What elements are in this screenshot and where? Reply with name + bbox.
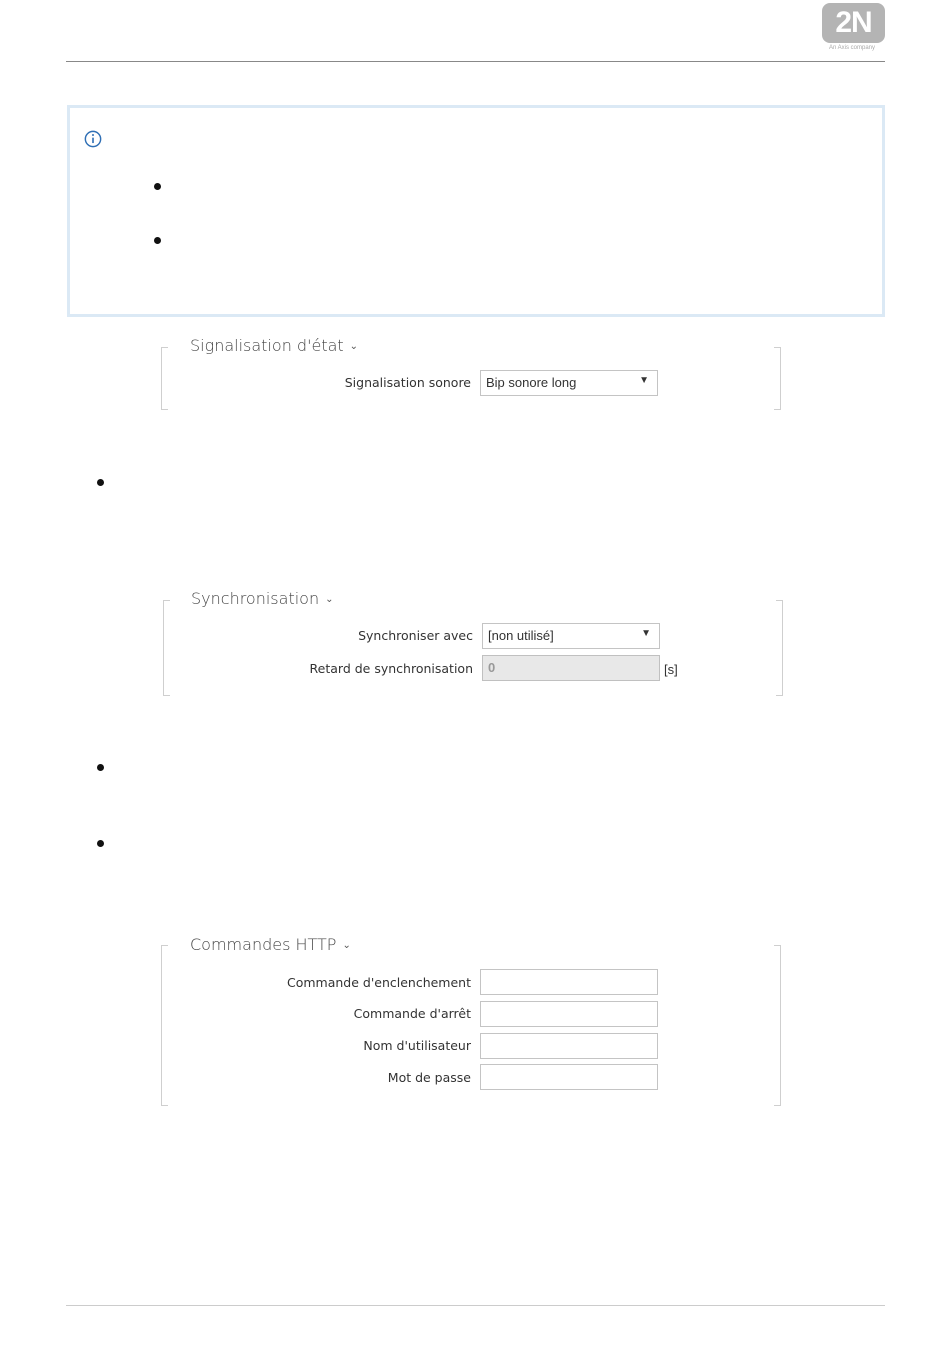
chevron-down-icon: ⌄ <box>342 940 351 951</box>
info-note-box <box>67 105 885 317</box>
field-label: Signalisation sonore <box>344 375 471 390</box>
field-label: Mot de passe <box>387 1070 471 1085</box>
list-bullet <box>154 183 161 190</box>
field-label: Synchroniser avec <box>358 628 473 643</box>
signalisation-sonore-select[interactable]: Bip sonore long ▼ <box>480 370 658 396</box>
list-bullet <box>154 237 161 244</box>
field-label: Commande d'arrêt <box>353 1006 471 1021</box>
field-label: Retard de synchronisation <box>309 661 473 676</box>
panel-http <box>161 945 781 1106</box>
info-icon <box>84 130 102 148</box>
header-divider <box>66 61 885 62</box>
panel-signalisation <box>161 347 781 410</box>
field-label: Nom d'utilisateur <box>363 1038 471 1053</box>
chevron-down-icon: ⌄ <box>349 341 359 352</box>
retard-synchronisation-input[interactable]: 0 <box>482 655 660 681</box>
panel-title-signalisation[interactable]: Signalisation d'état ⌄ <box>190 336 362 355</box>
commande-arret-input[interactable] <box>480 1001 658 1027</box>
panel-title-synchronisation[interactable]: Synchronisation ⌄ <box>191 589 337 608</box>
mot-de-passe-input[interactable] <box>480 1064 658 1090</box>
field-label: Commande d'enclenchement <box>286 975 471 990</box>
unit-label: [s] <box>664 662 678 677</box>
commande-enclenchement-input[interactable] <box>480 969 658 995</box>
nom-utilisateur-input[interactable] <box>480 1033 658 1059</box>
list-bullet <box>97 479 104 486</box>
synchroniser-avec-select[interactable]: [non utilisé] ▼ <box>482 623 660 649</box>
triangle-down-icon: ▼ <box>639 375 649 386</box>
panel-title-http[interactable]: Commandes HTTP ⌄ <box>190 935 355 954</box>
list-bullet <box>97 840 104 847</box>
triangle-down-icon: ▼ <box>641 628 651 639</box>
chevron-down-icon: ⌄ <box>325 594 334 605</box>
panel-synchronisation <box>163 600 783 696</box>
footer-divider <box>66 1305 885 1306</box>
list-bullet <box>97 764 104 771</box>
brand-tagline: An Axis company <box>828 45 876 51</box>
brand-logo: 2N <box>822 3 885 43</box>
